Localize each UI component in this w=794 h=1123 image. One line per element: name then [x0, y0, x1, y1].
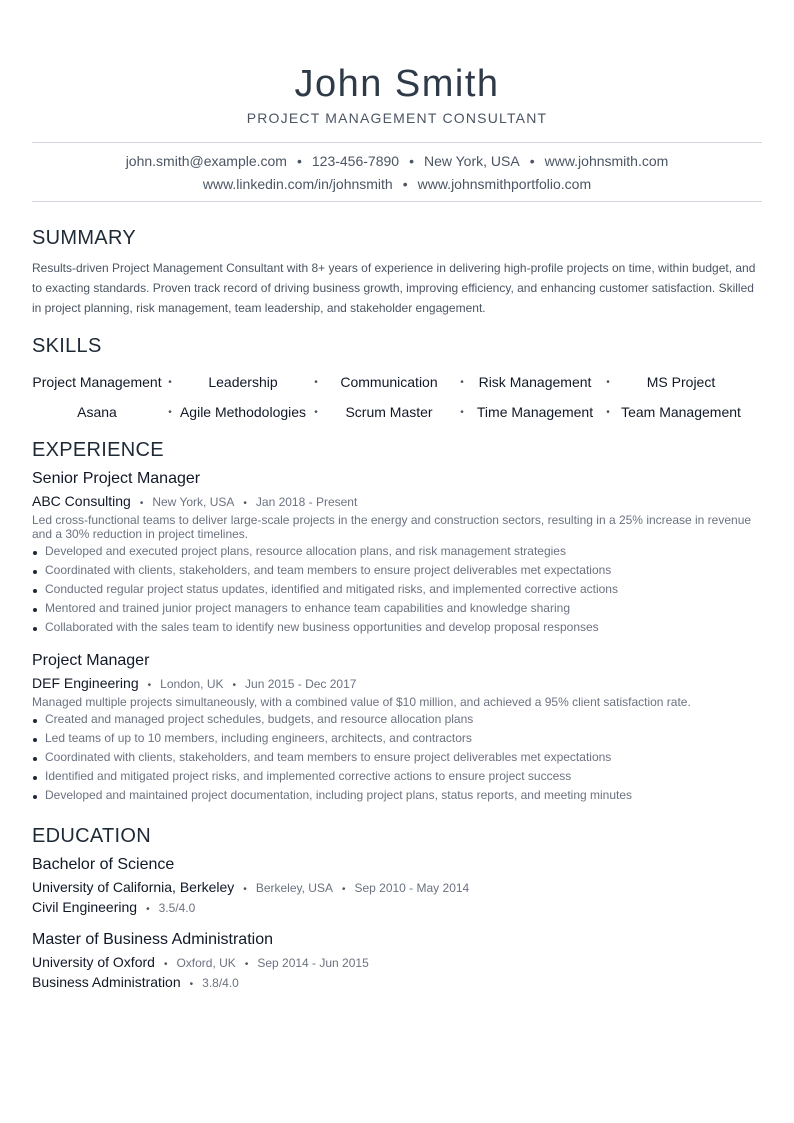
meta-separator: • [341, 884, 346, 895]
job-bullet: Developed and maintained project documentation, including project plans, status reports, and meeting minutes [32, 786, 762, 805]
summary-heading: SUMMARY [32, 227, 136, 249]
job-bullets [32, 710, 762, 805]
job-bullet: Identified and mitigated project risks, and implemented corrective actions to ensure project success [32, 767, 762, 786]
skills-heading: SKILLS [32, 335, 102, 357]
job-title: Project Manager [32, 652, 150, 669]
job-description: Managed multiple projects simultaneously, with a combined value of $10 million, and achieved a 95% client satisfaction rate. [32, 695, 691, 709]
job-bullet: Mentored and trained junior project managers to enhance team capabilities and knowledge sharing [32, 599, 762, 618]
contact-location: New York, USA [423, 153, 520, 169]
job-dates: Jun 2015 - Dec 2017 [245, 677, 357, 691]
job-bullets [32, 542, 762, 637]
school-location: Oxford, UK [176, 956, 236, 970]
job-dates: Jan 2018 - Present [255, 495, 358, 509]
meta-separator: • [232, 680, 237, 691]
gpa: 3.5/4.0 [158, 901, 196, 915]
degree-title: Master of Business Administration [32, 931, 273, 948]
degree-title: Bachelor of Science [32, 856, 175, 873]
job-bullet: Coordinated with clients, stakeholders, and team members to ensure project deliverables met expectations [32, 561, 762, 580]
skill-item: Project Management [32, 374, 162, 390]
skill-separator: • [460, 376, 464, 388]
education-field-line [32, 974, 239, 993]
meta-separator: • [139, 498, 144, 509]
skill-item: Time Management [476, 404, 594, 420]
education-field-line [32, 899, 195, 918]
job-bullet: Coordinated with clients, stakeholders, and team members to ensure project deliverables met expectations [32, 748, 762, 767]
school-name: University of Oxford [32, 954, 155, 970]
skill-item: Leadership [208, 374, 278, 390]
skill-separator: • [168, 406, 172, 418]
education-dates: Sep 2014 - Jun 2015 [257, 956, 369, 970]
meta-separator: • [146, 904, 150, 915]
job-bullet: Conducted regular project status updates, identified and mitigated risks, and implemented corrective actions [32, 580, 762, 599]
contact-website[interactable]: www.johnsmith.com [544, 153, 669, 169]
candidate-name: John Smith [294, 63, 500, 105]
education-heading: EDUCATION [32, 825, 151, 847]
job-bullet: Created and managed project schedules, budgets, and resource allocation plans [32, 710, 762, 729]
contact-separator: • [529, 153, 535, 169]
job-location: London, UK [160, 677, 224, 691]
skill-separator: • [460, 406, 464, 418]
skill-item: Asana [77, 404, 117, 420]
school-location: Berkeley, USA [255, 881, 333, 895]
meta-separator: • [243, 884, 247, 895]
contact-separator: • [402, 176, 408, 192]
skill-item: Agile Methodologies [179, 404, 307, 420]
header-divider-top [32, 142, 762, 143]
meta-separator: • [147, 680, 152, 691]
skill-separator: • [314, 406, 318, 418]
job-bullet: Collaborated with the sales team to identify new business opportunities and develop proposal responses [32, 618, 762, 637]
job-company: DEF Engineering [32, 675, 139, 691]
skill-separator: • [606, 406, 610, 418]
contact-separator: • [409, 153, 414, 169]
header-divider-bottom [32, 201, 762, 202]
job-bullet: Led teams of up to 10 members, including engineers, architects, and contractors [32, 729, 762, 748]
job-title: Senior Project Manager [32, 470, 201, 487]
meta-separator: • [163, 959, 168, 970]
contact-line-2 [32, 175, 762, 193]
education-meta [32, 954, 369, 973]
contact-line-1 [32, 152, 762, 170]
school-name: University of California, Berkeley [32, 879, 235, 895]
skill-separator: • [314, 376, 318, 388]
skill-separator: • [606, 376, 610, 388]
contact-phone[interactable]: 123-456-7890 [311, 153, 400, 169]
skills-grid [32, 366, 762, 426]
field-of-study: Business Administration [32, 974, 181, 990]
skill-item: Communication [340, 374, 438, 390]
job-meta [32, 493, 357, 512]
field-of-study: Civil Engineering [32, 899, 138, 915]
job-company: ABC Consulting [32, 493, 131, 509]
education-dates: Sep 2010 - May 2014 [354, 881, 470, 895]
skill-item: MS Project [646, 374, 716, 390]
skill-item: Scrum Master [345, 404, 433, 420]
candidate-title: PROJECT MANAGEMENT CONSULTANT [246, 110, 548, 126]
job-bullet: Developed and executed project plans, resource allocation plans, and risk management strategies [32, 542, 762, 561]
job-meta [32, 675, 356, 694]
contact-separator: • [296, 153, 302, 169]
skill-separator: • [168, 376, 172, 388]
meta-separator: • [243, 498, 247, 509]
meta-separator: • [244, 959, 249, 970]
skill-item: Risk Management [478, 374, 592, 390]
skills-row [32, 366, 762, 398]
job-description: Led cross-functional teams to deliver large-scale projects in the energy and construction sectors, resulting in a 25% increase in revenue and a 30% reduction in project timelines. [32, 513, 752, 541]
contact-email[interactable]: john.smith@example.com [125, 153, 287, 169]
meta-separator: • [189, 979, 194, 990]
experience-heading: EXPERIENCE [32, 439, 164, 461]
education-meta [32, 879, 469, 898]
contact-portfolio[interactable]: www.johnsmithportfolio.com [417, 176, 592, 192]
skill-item: Team Management [621, 404, 741, 420]
job-location: New York, USA [152, 495, 235, 509]
skills-row [32, 398, 762, 426]
gpa: 3.8/4.0 [202, 976, 239, 990]
contact-linkedin[interactable]: www.linkedin.com/in/johnsmith [202, 176, 393, 192]
summary-text: Results-driven Project Management Consultant with 8+ years of experience in delivering high-profile projects on time, within budget, and to exacting standards. Proven track record of driving business growth, improving efficiency, and enhancing customer satisfaction. Skilled in project planning, risk management, team leadership, and stakeholder engagement. [32, 261, 756, 315]
